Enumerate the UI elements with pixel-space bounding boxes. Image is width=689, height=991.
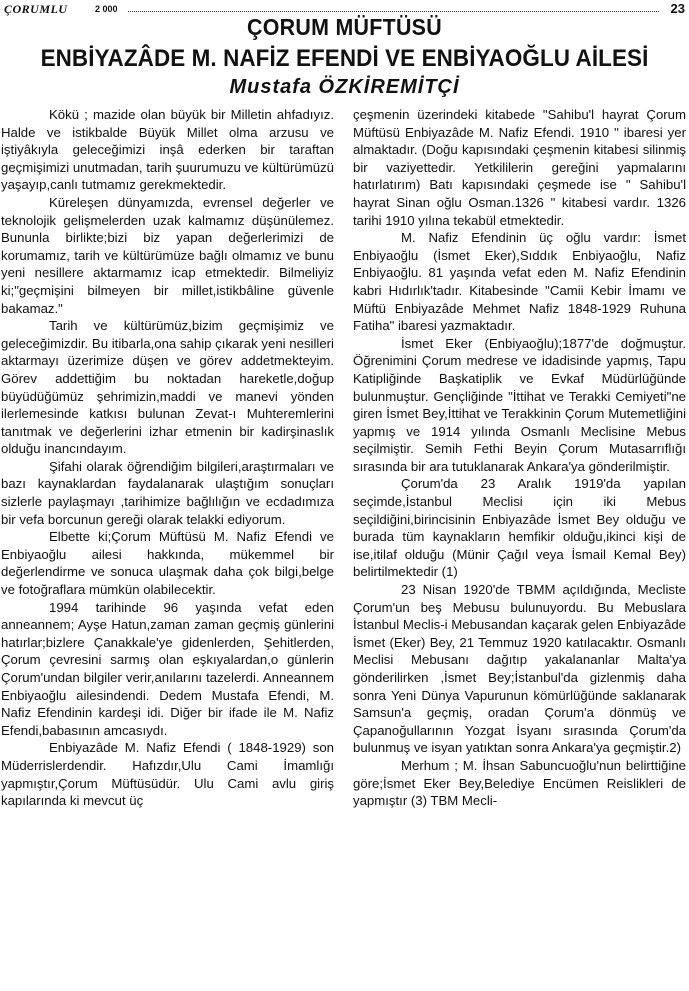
paragraph: Küreleşen dünyamızda, evrensel değerler ve teknolojik gelişmelerden uzak kalmamız düşünülemez. Bununla birlikte;bizi biz yapan değerlerimizi de korumamız, tarih ve kültürümüze bağlı olmamız ve bunu yeni nesillere aktarmamız icap etmektedir. Bilmeliyiz ki;"geçmişini bilmeyen bir millet,istikbâline güvenle bakamaz." [1, 194, 334, 316]
paragraph: Şifahi olarak öğrendiğim bilgileri,araştırmaları ve bazı kaynaklardan faydalanarak ulaştığım sonuçları sizlerle paylaşmayı ,tarihimize bağlılığın ve ecdadımıza bir vefa borcunun gereği olarak telakki ediyorum. [1, 458, 334, 527]
paragraph: İsmet Eker (Enbiyaoğlu);1877'de doğmuştur. Öğrenimini Çorum medrese ve idadisinde yapmış, Tapu Katipliğinde Başkatiplik ve Evkaf Müdürlüğünde bulunmuştur. Gençliğinde "İttihat ve Terakki Cemiyeti"ne giren İsmet Bey,İttihat ve Terakkinin Çorum Mutemetliğini yapmış ve 1914 yılında Osmanlı Meclisine Mebus seçilmiştir. Semih Fethi Beyin Çorum Mutasarrıflığı sırasında bir ara tutuklanarak Ankara'ya gönderilmiştir. [353, 335, 686, 474]
paragraph: Elbette ki;Çorum Müftüsü M. Nafiz Efendi ve Enbiyaoğlu ailesi hakkında, mükemmel bir değerlendirme ve sonuca ulaşmak daha çok bilgi,belge ve fotoğraflara mümkün olabilecektir. [1, 529, 334, 598]
paragraph: M. Nafiz Efendinin üç oğlu vardır: İsmet Enbiyaoğlu (İsmet Eker),Sıddık Enbiyaoğlu, Nafiz Enbiyaoğlu. 81 yaşında vefat eden M. Nafiz Efendinin kabri Hıdırlık'tadır. Kitabesinde "Camii Kebir İmamı ve Müftü Enbiyazâde Mehmet Nafiz 1848-1929 Ruhuna Fatiha" ibaresi yazmaktadır. [353, 230, 686, 334]
paragraph: Tarih ve kültürümüz,bizim geçmişimiz ve geleceğimizdir. Bu itibarla,ona sahip çıkarak yeni nesilleri aktarmayı üzerimize düşen ve görev addetmekteyim. Görev addettiğim bu noktadan hareketle,doğup büyüdüğümüz şehrimizin,maddi ve manevi yönden ilerlemesinde katkısı bulunan Zevat-ı Muhteremlerini tanıtmak ve değerlerini izhar etmenin bir kadirşinaslık olduğu inancındayım. [1, 318, 334, 457]
article-subtitle: ENBİYAZÂDE M. NAFİZ EFENDİ VE ENBİYAOĞLU AİLESİ [40, 45, 649, 72]
header-dotted-rule [128, 11, 659, 12]
paragraph: Merhum ; M. İhsan Sabuncuoğlu'nun belirttiğine göre;İsmet Eker Bey,Belediye Encümen Reislikleri de yapmıştır (3) TBM Mecli- [353, 757, 686, 809]
paragraph: çeşmenin üzerindeki kitabede "Sahibu'l hayrat Çorum Müftüsü Enbiyazâde M. Nafiz Efendi. 1910 " ibaresi yer almaktadır. (Doğu kapısındaki çeşmenin kitabesi silinmiş bir vaziyettedir. Yetkililerin gereğini yapmalarını hatırlatırım) Batı kapısındaki çeşmede ise " Sahibu'l hayrat Sinan oğlu Osman.1326 " kitabesi vardır. 1326 tarihi 1910 yılına tekabül etmektedir. [353, 107, 686, 228]
right-text-column [353, 106, 686, 810]
left-text-column [1, 106, 334, 810]
paragraph: Kökü ; mazide olan büyük bir Milletin ahfadıyız. Halde ve istikbalde Büyük Millet olma arzusu ve iştiyâkıyla geleceğimizi inşâ ederken bir taraftan geçmişimizi unutmadan, tarih şuurumuzu ve kültürümüzü yaşayıp,canlı tutmamız gerekmektedir. [1, 107, 334, 193]
paragraph: 23 Nisan 1920'de TBMM açıldığında, Mecliste Çorum'un beş Mebusu bulunuyordu. Bu Mebuslara İstanbul Meclis-i Mebusandan kaçarak gelen Enbiyazâde İsmet (Eker) Bey, 21 Temmuz 1920 katılacaktır. Osmanlı Meclisi Mebusanı dağıtıp yakalananlar Malta'ya gönderilirken ,İsmet Bey;İstanbul'da gizlenmiş daha sonra Yeni Dünya Vapurunun kömürlüğünde saklanarak Samsun'a geçmiş, oradan Çorum'a dönmüş ve Çapanoğullarının Yozgat İsyanı sırasında Çorum'da bulunmuş ve isyan yatıktan sonra Ankara'ya geçmiştir.2) [353, 582, 686, 756]
issue-year: 2 000 [95, 4, 118, 14]
paragraph: 1994 tarihinde 96 yaşında vefat eden anneannem; Ayşe Hatun,zaman zaman geçmiş günlerini hatırlar;bizlere Çanakkale'ye gidenlerden, Şehitlerden, Çorum çevresini sarmış olan eşkıyalardan,o günlerin Çorum'undan bilgiler verir,anılarını tazelerdi. Anneannem Enbiyaoğlu ailesindendi. Dedem Mustafa Efendi, M. Nafiz Efendinin kardeşi idi. Diğer bir ifade ile M. Nafiz Efendi,babasının amcasıydı. [1, 599, 334, 738]
article-author: Mustafa ÖZKİREMİTÇİ [229, 76, 460, 98]
newspaper-masthead: ÇORUMLU [4, 2, 68, 16]
paragraph: Çorum'da 23 Aralık 1919'da yapılan seçimde,İstanbul Meclisi için iki Mebus seçildiğini,birincisinin Enbiyazâde İsmet Bey olduğu ve burada tüm kaynakların hemfikir olduğu,ikinci kişi de ise,itilaf olduğu (Münir Çağıl veya İsmail Kemal Bey) belirtilmektedir (1) [353, 476, 686, 580]
paragraph: Enbiyazâde M. Nafiz Efendi ( 1848-1929) son Müderrislerdendir. Hafızdır,Ulu Cami İmamlığı yapmıştır,Çorum Müftüsüdür. Ulu Cami avlu giriş kapılarında ki mevcut üç [1, 740, 334, 809]
page-number: 23 [670, 1, 685, 16]
article-title: ÇORUM MÜFTÜSÜ [247, 14, 442, 40]
